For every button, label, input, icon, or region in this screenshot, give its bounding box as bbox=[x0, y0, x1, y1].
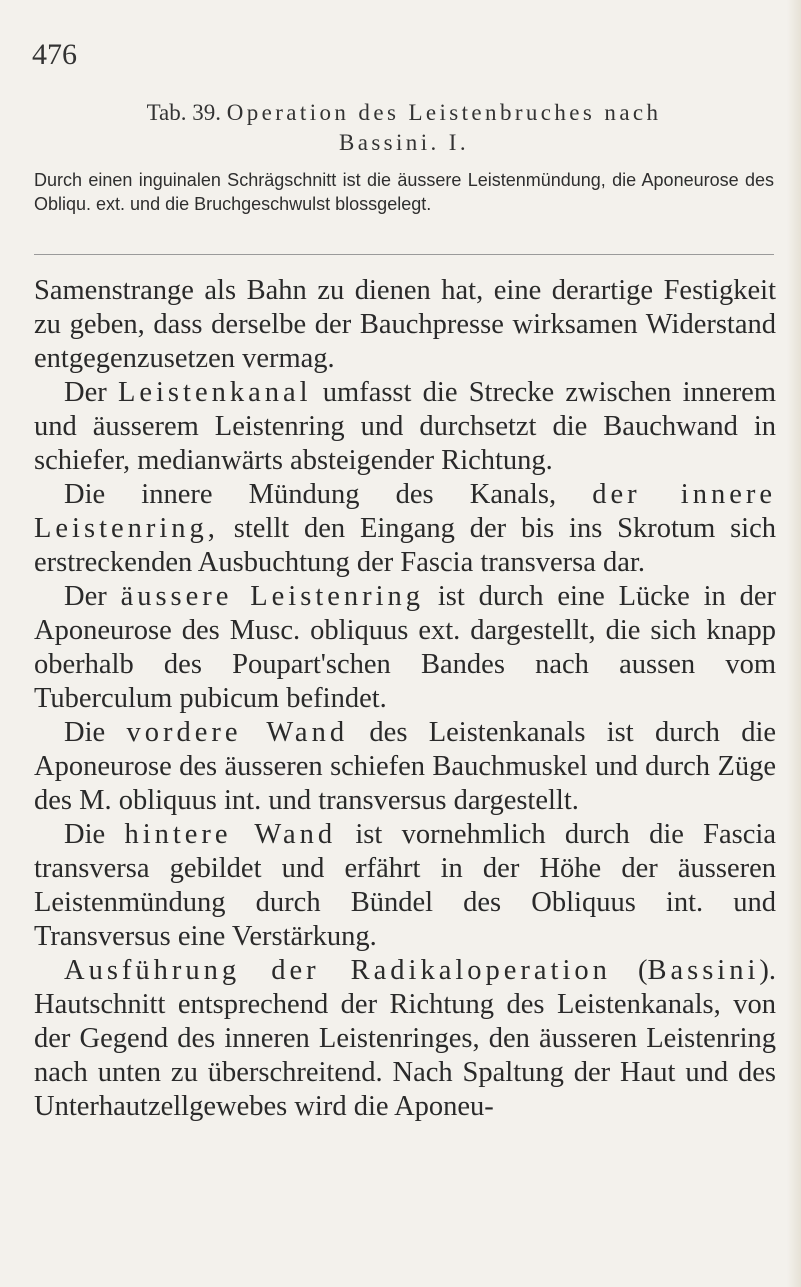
caption-title bbox=[34, 98, 774, 158]
paragraph-4 bbox=[34, 580, 776, 716]
paragraph-7-name: Bassini bbox=[647, 955, 760, 986]
paragraph-7 bbox=[34, 954, 776, 1124]
paragraph-6 bbox=[34, 818, 776, 954]
paragraph-4-intro: Der bbox=[64, 581, 107, 612]
paragraph-2 bbox=[34, 376, 776, 478]
paragraph-7-paren-open: ( bbox=[637, 955, 648, 986]
body-text bbox=[34, 274, 776, 1124]
paragraph-3-term: der innere Leistenring, bbox=[34, 479, 776, 544]
paragraph-5-intro: Die bbox=[64, 717, 106, 748]
paragraph-3 bbox=[34, 478, 776, 580]
paragraph-6-intro: Die bbox=[64, 819, 106, 850]
paragraph-7-term: Ausführung der Radikaloperation bbox=[64, 955, 611, 986]
paragraph-7-paren-close: ). bbox=[759, 955, 776, 986]
caption-title-line2: Bassini. I. bbox=[338, 130, 470, 155]
paragraph-6-term: hintere Wand bbox=[124, 819, 337, 850]
caption-label: Tab. 39. bbox=[146, 100, 221, 125]
paragraph-3-text: stellt den Eingang der bis ins Skrotum sich erstreckenden Ausbuchtung der Fascia transversa dar. bbox=[34, 513, 777, 578]
paragraph-6-text: ist vornehmlich durch die Fascia transversa gebildet und erfährt in der Höhe der äusseren Leistenmündung durch Bündel des Obliquus int. und Transversus eine Verstärkung. bbox=[34, 819, 776, 952]
paragraph-7-text: Hautschnitt entsprechend der Richtung des Leistenkanals, von der Gegend des inneren Leistenringes, den äusseren Leistenring nach unten zu überschreitend. Nach Spaltung der Haut und des Unterhautzellgewebes wird die Aponeu- bbox=[34, 989, 776, 1122]
paragraph-4-text: ist durch eine Lücke in der Aponeurose des Musc. obliquus ext. dargestellt, die sich knapp oberhalb des Poupart'schen Bandes nach aussen vom Tuberculum pubicum befindet. bbox=[34, 581, 777, 714]
paragraph-2-intro: Der bbox=[64, 377, 107, 408]
caption-text: Durch einen inguinalen Schrägschnitt ist die äussere Leistenmündung, die Aponeurose des Obliqu. ext. und die Bruchgeschwulst blossgelegt. bbox=[34, 170, 774, 214]
paragraph-1: Samenstrange als Bahn zu dienen hat, eine derartige Festigkeit zu geben, dass derselbe der Bauchpresse wirksamen Widerstand entgegenzusetzen vermag. bbox=[34, 275, 776, 374]
caption-divider bbox=[34, 254, 774, 255]
page-edge-shadow bbox=[787, 0, 801, 1287]
page-number: 476 bbox=[32, 38, 77, 71]
caption-title-line1: Operation des Leistenbruches nach bbox=[226, 100, 662, 125]
paragraph-2-term: Leistenkanal bbox=[117, 377, 312, 408]
paragraph-4-term: äussere Leistenring bbox=[120, 581, 425, 612]
paragraph-2-text: umfasst die Strecke zwischen innerem und äusserem Leistenring und durchsetzt die Bauchwand in schiefer, medianwärts absteigender Richtung. bbox=[34, 377, 776, 476]
figure-caption bbox=[34, 98, 774, 216]
paragraph-5-text: des Leistenkanals ist durch die Aponeurose des äusseren schiefen Bauchmuskel und durch Züge des M. obliquus int. und transversus dargestellt. bbox=[34, 717, 777, 816]
paragraph-5 bbox=[34, 716, 776, 818]
paragraph-3-intro: Die innere Mündung des Kanals, bbox=[64, 479, 557, 510]
paragraph-5-term: vordere Wand bbox=[126, 717, 349, 748]
